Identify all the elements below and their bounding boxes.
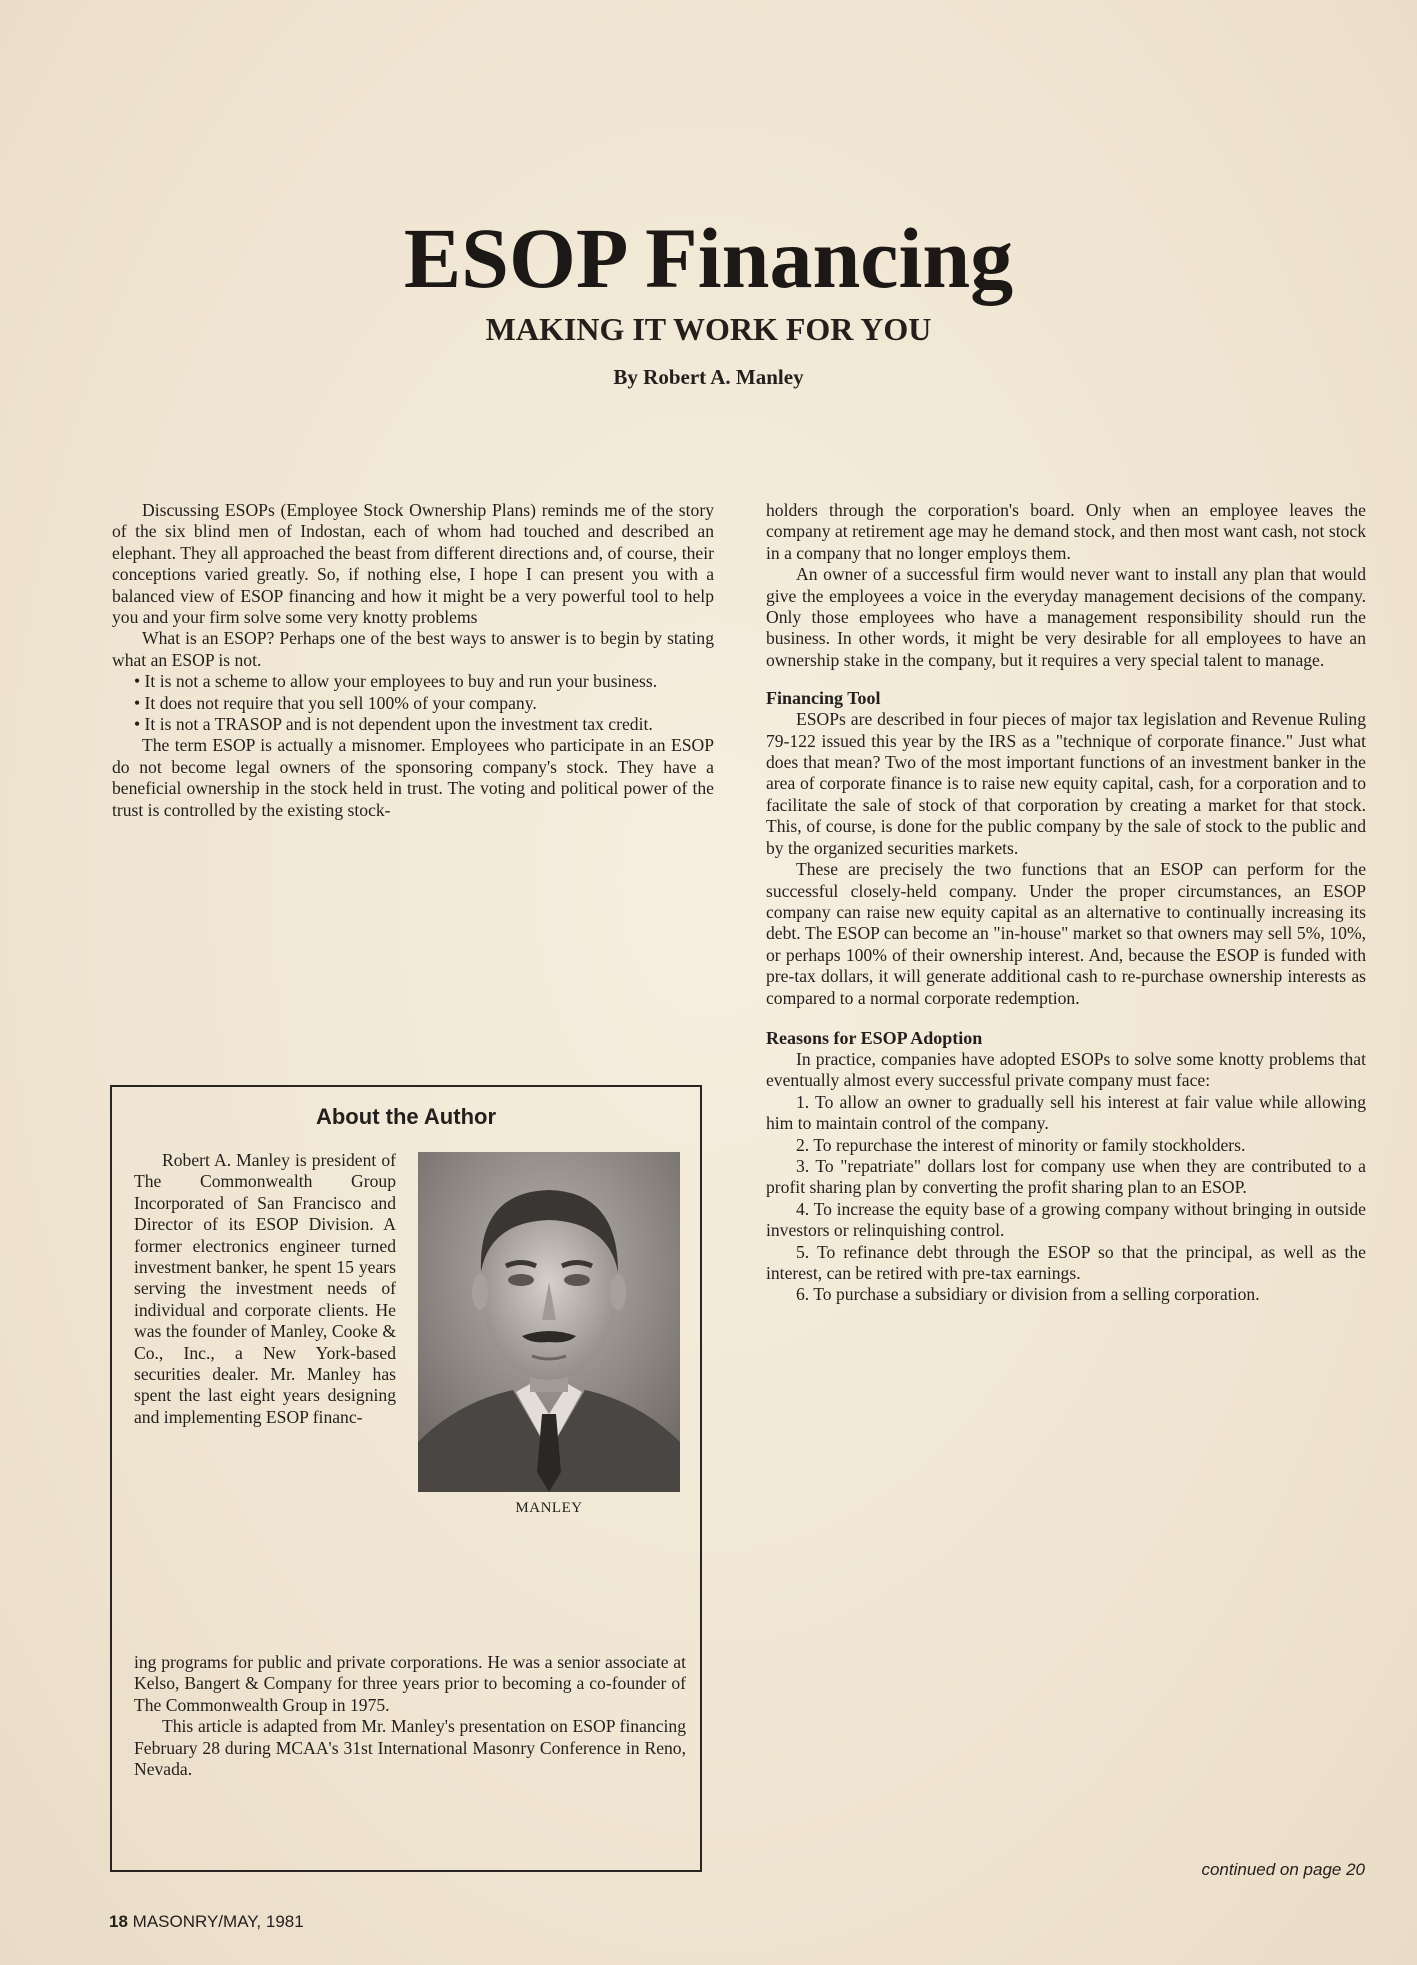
list-item: 1. To allow an owner to gradually sell his interest at fair value while allowing him to maintain control of the company. xyxy=(766,1091,1366,1134)
author-bio xyxy=(134,1150,396,1428)
page-footer xyxy=(109,1912,304,1932)
paragraph: What is an ESOP? Perhaps one of the best ways to answer is to begin by stating what an ESOP is not. xyxy=(112,628,714,670)
list-item: 3. To "repatriate" dollars lost for company use when they are contributed to a profit sharing plan by converting the profit sharing plan to an ESOP. xyxy=(766,1155,1366,1198)
paragraph: ESOPs are described in four pieces of major tax legislation and Revenue Ruling 79-122 issued this year by the IRS as a "technique of corporate finance." Just what does that mean? Two of the most important functions of an investment banker in the area of corporate finance is to raise new equity capital, cash, for a corporation and to facilitate the sale of stock of that corporation by creating a market for that stock. This, of course, is done for the public company by the sale of stock to the public and by the organized securities markets. xyxy=(766,709,1366,858)
paragraph: In practice, companies have adopted ESOPs to solve some knotty problems that eventually almost every successful private company must face: xyxy=(766,1048,1366,1091)
publication-info: MASONRY/MAY, 1981 xyxy=(132,1912,304,1931)
author-bio-text: Robert A. Manley is president of The Commonwealth Group Incorporated of San Francisco and Director of its ESOP Division. A former electronics engineer turned investment banker, he spent 15 years serving the investment needs of individual and corporate clients. He was the founder of Manley, Cooke & Co., Inc., a New York-based securities dealer. Mr. Manley has spent the last eight years designing and implementing ESOP financ- xyxy=(134,1150,396,1427)
adapted-note: This article is adapted from Mr. Manley's presentation on ESOP financing February 28 during MCAA's 31st International Masonry Conference in Reno, Nevada. xyxy=(134,1716,686,1780)
article-subtitle: MAKING IT WORK FOR YOU xyxy=(485,311,932,347)
byline: By Robert A. Manley xyxy=(613,365,804,389)
list-item: 6. To purchase a subsidiary or division from a selling corporation. xyxy=(796,1284,1260,1305)
section-heading: Reasons for ESOP Adoption xyxy=(766,1027,983,1048)
bullet-item: • It does not require that you sell 100% of your company. xyxy=(134,692,537,713)
list-item: 2. To repurchase the interest of minority or family stockholders. xyxy=(796,1134,1246,1155)
paragraph: Discussing ESOPs (Employee Stock Ownership Plans) reminds me of the story of the six blind men of Indostan, each of whom had touched and described an elephant. They all approached the beast from different directions and, of course, their conceptions varied greatly. So, if nothing else, I hope I can present you with a balanced view of ESOP financing and how it might be a very powerful tool to help you and your firm solve some very knotty problems xyxy=(112,500,714,628)
paragraph: These are precisely the two functions that an ESOP can perform for the successful closely-held company. Under the proper circumstances, an ESOP company can raise new equity capital as an alternative to continually increasing its debt. The ESOP can become an "in-house" market so that owners may sell 5%, 10%, or perhaps 100% of their ownership interest. And, because the ESOP is funded with pre-tax dollars, it will generate additional cash to re-purchase ownership interests as compared to a normal corporate redemption. xyxy=(766,859,1366,1008)
section-heading: Financing Tool xyxy=(766,688,881,709)
paragraph: holders through the corporation's board. Only when an employee leaves the company at retirement age may he demand stock, and then most want cash, not stock in a company that no longer employs them. xyxy=(766,500,1366,563)
bullet-item: • It is not a TRASOP and is not dependent upon the investment tax credit. xyxy=(134,714,653,735)
author-photo xyxy=(418,1152,680,1492)
sidebar-title: About the Author xyxy=(315,1104,497,1129)
list-item: 4. To increase the equity base of a growing company without bringing in outside investors or relinquishing control. xyxy=(766,1198,1366,1241)
author-bio-continued-text: ing programs for public and private corporations. He was a senior associate at Kelso, Bangert & Company for three years prior to becoming a co-founder of The Commonwealth Group in 1975. xyxy=(134,1652,686,1715)
article-title: ESOP Financing xyxy=(403,210,1014,306)
photo-caption: MANLEY xyxy=(515,1500,583,1516)
right-column xyxy=(766,500,1366,1306)
paragraph: The term ESOP is actually a misnomer. Employees who participate in an ESOP do not become legal owners of the sponsoring company's stock. They have a beneficial ownership in the stock held in trust. The voting and political power of the trust is controlled by the existing stock- xyxy=(112,735,714,820)
list-item: 5. To refinance debt through the ESOP so that the principal, as well as the interest, can be retired with pre-tax earnings. xyxy=(766,1241,1366,1283)
author-bio-continued xyxy=(134,1652,686,1780)
left-column xyxy=(112,500,714,821)
about-author-box xyxy=(110,1085,702,1872)
bullet-item: • It is not a scheme to allow your employees to buy and run your business. xyxy=(134,671,658,692)
paragraph: An owner of a successful firm would never want to install any plan that would give the employees a voice in the everyday management decisions of the company. Only those employees who have a management responsibility should run the business. In other words, it might be very desirable for all employees to have an ownership stake in the company, but it requires a very special talent to manage. xyxy=(766,564,1366,670)
continued-note: continued on page 20 xyxy=(1201,1860,1365,1879)
page-number: 18 xyxy=(109,1912,128,1931)
